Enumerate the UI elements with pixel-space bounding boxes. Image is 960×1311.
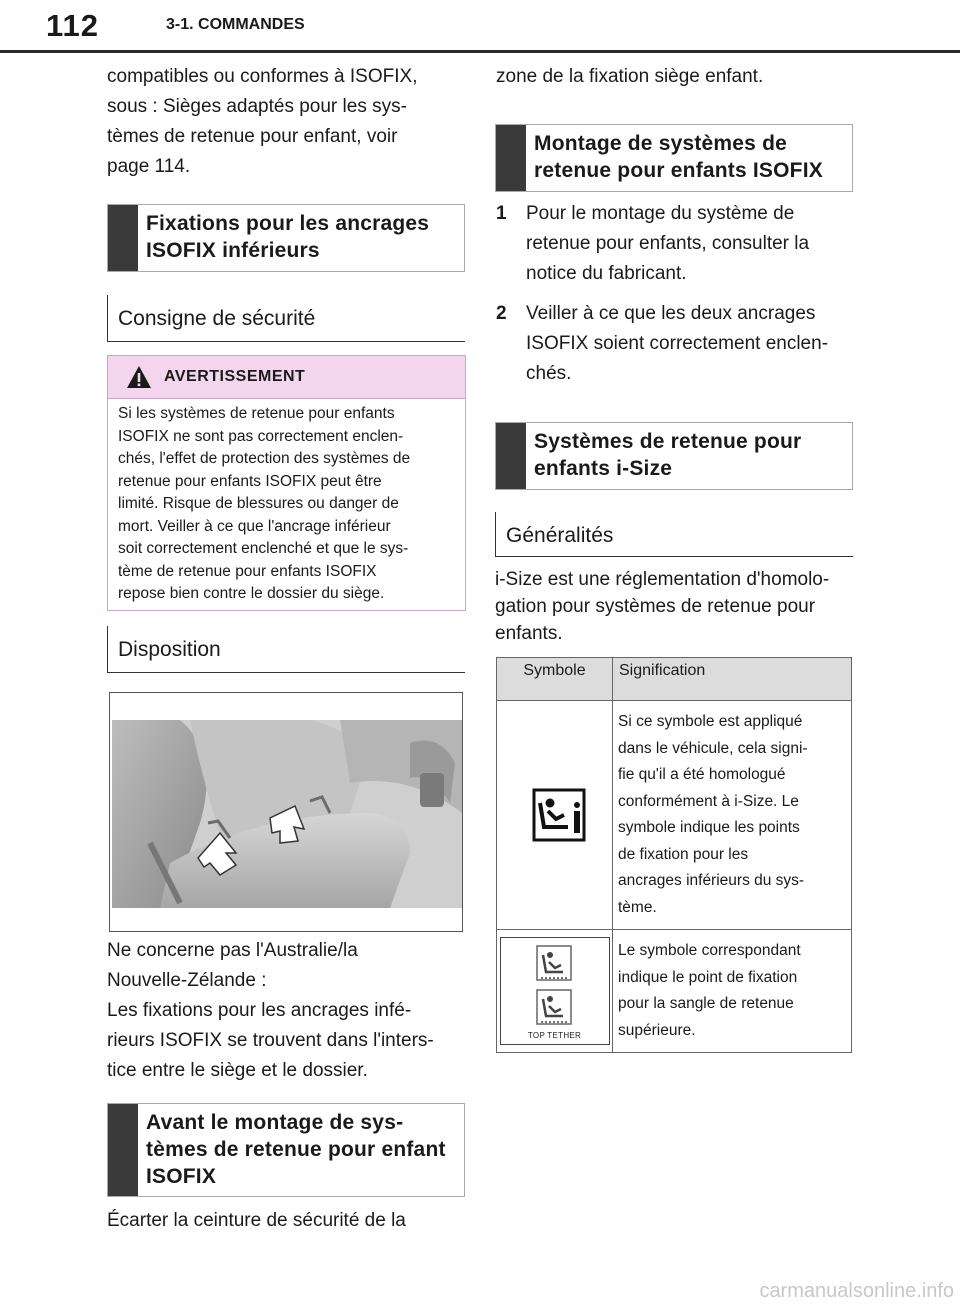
step-number: 2 [496, 303, 507, 324]
seat-anchor-drawing [110, 693, 462, 931]
section-bar [108, 205, 138, 271]
subheading-disposition [107, 626, 465, 673]
mounting-steps [496, 199, 856, 399]
warning-text [108, 399, 465, 606]
heading-line: tèmes de retenue pour enfant [146, 1138, 446, 1161]
text-line: page 114. [107, 156, 191, 177]
section-heading-before-mounting [107, 1103, 465, 1197]
text-line: tice entre le siège et le dossier. [107, 1060, 368, 1081]
step-line: retenue pour enfants, consulter la [526, 233, 810, 254]
subheading-text: Généralités [506, 524, 614, 547]
step-line: Veiller à ce que les deux ancrages [526, 303, 816, 324]
col-header-meaning: Signification [613, 658, 852, 701]
continuation-paragraph [496, 62, 856, 92]
subheading-safety [107, 295, 465, 342]
warning-box [107, 355, 466, 611]
cell-line: indique le point de fixation [618, 968, 798, 986]
step-line: ISOFIX soient correctement enclen- [526, 333, 829, 354]
heading-line: ISOFIX inférieurs [146, 239, 320, 262]
section-heading-isize [495, 422, 853, 490]
step-line: Pour le montage du système de [526, 203, 795, 224]
section-heading-isofix-mounting [495, 124, 853, 192]
isize-child-seat-icon [498, 785, 611, 845]
cell-line: de fixation pour les [618, 845, 749, 863]
page-number: 112 [46, 8, 100, 43]
cell-line: conformément à i-Size. Le [618, 792, 799, 810]
heading-line: Systèmes de retenue pour [534, 430, 802, 453]
step-line: notice du fabricant. [526, 263, 687, 284]
chapter-title: 3-1. COMMANDES [166, 16, 305, 33]
header-rule [0, 50, 960, 53]
text-line: Ne concerne pas l'Australie/la [107, 940, 358, 961]
section-bar [496, 423, 526, 489]
subheading-general [495, 512, 853, 557]
warning-line: repose bien contre le dossier du siège. [118, 585, 385, 602]
top-tether-label: TOP TETHER [527, 1031, 582, 1040]
text-line: sous : Sièges adaptés pour les sys- [107, 96, 407, 117]
warning-label: AVERTISSEMENT [164, 368, 306, 385]
subheading-text: Consigne de sécurité [118, 307, 316, 330]
intro-paragraph [107, 62, 467, 182]
text-line: rieurs ISOFIX se trouvent dans l'inters- [107, 1030, 434, 1051]
warning-triangle-icon [126, 365, 152, 389]
cell-line: tème. [618, 898, 657, 916]
text-line: Les fixations pour les ancrages infé- [107, 1000, 412, 1021]
warning-line: ISOFIX ne sont pas correctement enclen- [118, 427, 404, 445]
text-line: gation pour systèmes de retenue pour [495, 596, 816, 617]
col-header-symbol: Symbole [497, 658, 613, 701]
heading-line: Fixations pour les ancrages [146, 212, 430, 235]
text-line: Nouvelle-Zélande : [107, 970, 267, 991]
table-row [497, 701, 852, 930]
table-header-row [497, 658, 852, 701]
cell-line: Le symbole correspondant [618, 942, 801, 959]
subheading-text: Disposition [118, 638, 221, 661]
step-line: chés. [526, 363, 572, 384]
cell-line: Si ce symbole est appliqué [618, 713, 803, 730]
warning-line: retenue pour enfants ISOFIX peut être [118, 472, 382, 490]
step-number: 1 [496, 203, 507, 224]
cell-line: supérieure. [618, 1021, 696, 1039]
cell-line: symbole indique les points [618, 819, 800, 836]
warning-line: tème de retenue pour enfants ISOFIX [118, 562, 377, 580]
text-line: i-Size est une réglementation d'homolo- [495, 569, 830, 590]
section-bar [496, 125, 526, 191]
warning-line: limité. Risque de blessures ou danger de [118, 495, 399, 512]
cell-line: ancrages inférieurs du sys- [618, 872, 805, 889]
symbol-cell [497, 701, 613, 930]
step-item [496, 199, 856, 289]
text-line: enfants. [495, 623, 563, 644]
meaning-cell [613, 930, 852, 1053]
top-tether-seat-icon [501, 940, 609, 1028]
warning-line: Si les systèmes de retenue pour enfants [118, 405, 395, 422]
heading-line: enfants i-Size [534, 457, 673, 480]
section-bar [108, 1104, 138, 1196]
symbol-cell [497, 930, 613, 1053]
watermark: carmanualsonline.info [759, 1280, 954, 1302]
heading-line: Avant le montage de sys- [146, 1111, 404, 1134]
text-line: tèmes de retenue pour enfant, voir [107, 126, 398, 147]
text-line: compatibles ou conformes à ISOFIX, [107, 66, 418, 87]
isize-paragraph [495, 566, 855, 647]
warning-line: mort. Veiller à ce que l'ancrage inférieur [118, 517, 391, 535]
heading-line: Montage de systèmes de [534, 132, 787, 155]
warning-line: soit correctement enclenché et que le sys- [118, 540, 409, 557]
cell-line: pour la sangle de retenue [618, 995, 794, 1012]
table-row [497, 930, 852, 1053]
symbol-table [496, 657, 852, 1053]
heading-line: retenue pour enfants ISOFIX [534, 159, 823, 182]
isofix-seat-illustration [109, 692, 463, 932]
heading-line: ISOFIX [146, 1165, 217, 1188]
belt-paragraph [107, 1206, 467, 1236]
warning-header [108, 356, 465, 399]
cell-line: fie qu'il a été homologué [618, 766, 786, 783]
location-paragraph [107, 936, 467, 1086]
text-line: zone de la fixation siège enfant. [496, 66, 764, 87]
meaning-cell [613, 701, 852, 930]
top-tether-icon-frame [500, 937, 610, 1045]
text-line: Écarter la ceinture de sécurité de la [107, 1210, 406, 1231]
cell-line: dans le véhicule, cela signi- [618, 739, 808, 757]
warning-line: chés, l'effet de protection des systèmes de [118, 450, 411, 467]
section-heading-isofix-fixations [107, 204, 465, 272]
step-item [496, 299, 856, 389]
